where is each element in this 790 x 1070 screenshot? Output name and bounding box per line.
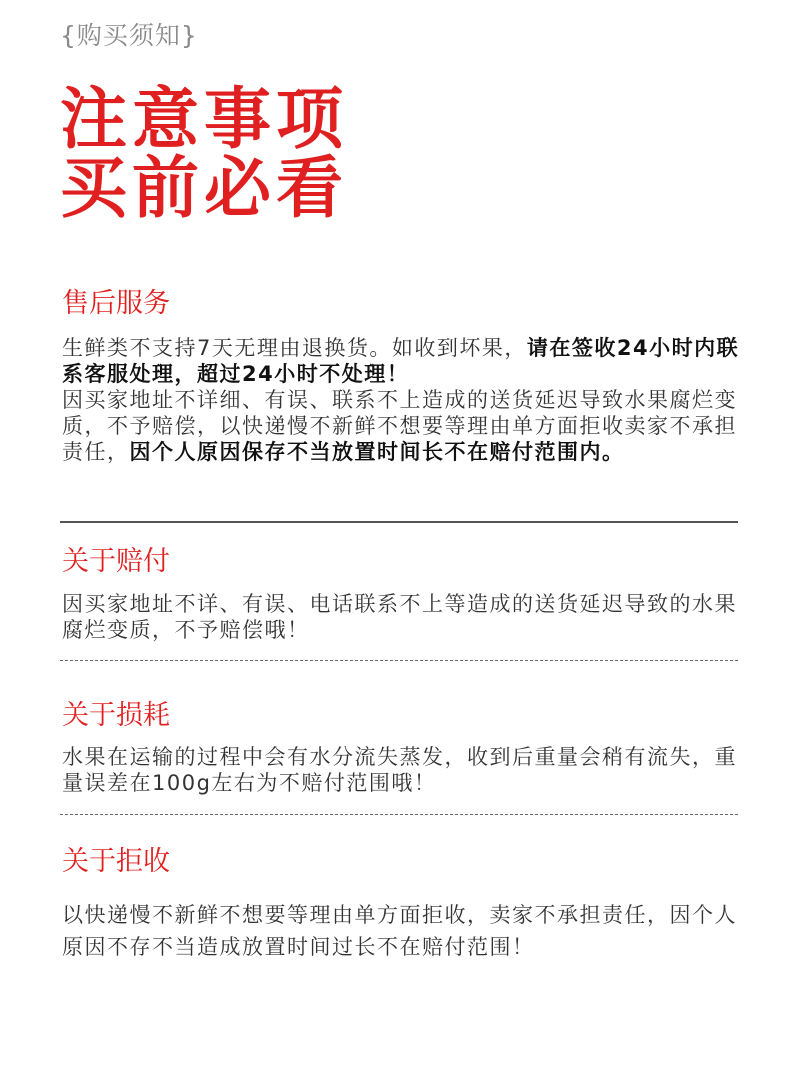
after-sales-paragraph xyxy=(62,335,742,465)
loss-paragraph: 水果在运输的过程中会有水分流失蒸发，收到后重量会稍有流失，重量误差在100g左右为不赔付范围哦！ xyxy=(62,745,737,795)
notice-tag: {购买须知} xyxy=(60,21,198,50)
after-sales-emphasis-1: 请在签收24小时内联系客服处理，超过24小时不处理！ xyxy=(62,336,740,386)
compensation-paragraph: 因买家地址不详、有误、电话联系不上等造成的送货延迟导致的水果腐烂变质，不予赔偿哦！ xyxy=(62,592,737,642)
section-divider xyxy=(60,521,738,523)
rejection-paragraph: 以快递慢不新鲜不想要等理由单方面拒收，卖家不承担责任，因个人原因不存不当造成放置时间过长不在赔付范围！ xyxy=(62,903,737,959)
headline-attention: 注意事项 xyxy=(60,80,348,158)
section-title-after-sales: 售后服务 xyxy=(62,288,170,319)
headline-read-before-buy: 买前必看 xyxy=(60,149,348,227)
dashed-divider-1 xyxy=(60,660,738,661)
after-sales-emphasis-2: 因个人原因保存不当放置时间长不在赔付范围内。 xyxy=(129,440,625,464)
after-sales-text-2: 因买家地址不详细、有误、联系不上造成的送货延迟导致水果腐烂变质，不予赔偿，以快递慢不新鲜不想要等理由单方面拒收卖家不承担责任， xyxy=(62,388,737,464)
section-title-compensation: 关于赔付 xyxy=(62,546,170,577)
after-sales-text-1: 生鲜类不支持7天无理由退换货。如收到坏果， xyxy=(62,336,527,360)
dashed-divider-2 xyxy=(60,814,738,815)
section-title-loss: 关于损耗 xyxy=(62,700,170,731)
section-title-rejection: 关于拒收 xyxy=(62,846,170,877)
